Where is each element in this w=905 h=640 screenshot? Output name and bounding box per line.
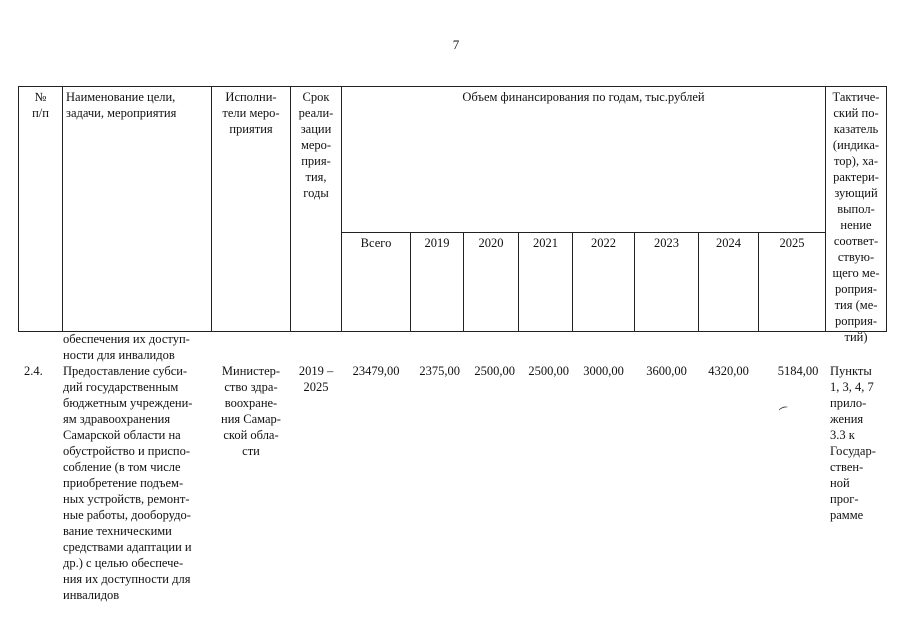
- header-name: Наименование цели, задачи, мероприятия: [66, 90, 177, 120]
- col-border-1: [62, 86, 63, 331]
- year-header-2021: 2021: [533, 236, 558, 250]
- row-value-2023: 3600,00: [646, 364, 687, 378]
- scan-mark: ⁀: [779, 406, 791, 421]
- row-term: 2019 – 2025: [298, 364, 334, 394]
- row-value-2019: 2375,00: [419, 364, 460, 378]
- page-number: 7: [452, 37, 460, 52]
- year-header-2025: 2025: [779, 236, 805, 250]
- year-header-2024: 2024: [716, 236, 741, 250]
- header-executors: Исполни- тели меро- приятия: [222, 90, 280, 136]
- col-border-13: [886, 86, 887, 331]
- header-indicator: Тактиче- ский по- казатель (индика- тор), ха- рактери- зующий выпол- нение соответ- ствую- щего ме- роприя- тия (ме- роприя- тий): [832, 90, 880, 344]
- header-num: № п/п: [32, 90, 49, 120]
- col-border-4: [341, 86, 342, 331]
- col-border-0: [18, 86, 19, 331]
- row-value-2024: 4320,00: [708, 364, 749, 378]
- row-executor: Министер- ство здра- воохране- ния Самар- ской обла- сти: [221, 364, 281, 458]
- row-value-2025: 5184,00: [777, 364, 819, 378]
- years-row-top-border: [341, 232, 825, 233]
- year-header-total: Всего: [360, 236, 392, 250]
- year-header-2019: 2019: [424, 236, 450, 250]
- row-value-2022: 3000,00: [583, 364, 624, 378]
- year-header-2022: 2022: [591, 236, 616, 250]
- year-header-2020: 2020: [478, 236, 504, 250]
- header-term: Срок реали- зации меро- прия- тия, годы: [298, 90, 334, 200]
- row-number: 2.4.: [24, 364, 43, 378]
- year-header-2023: 2023: [654, 236, 679, 250]
- row-value-2021: 2500,00: [528, 364, 569, 378]
- row-value-2020: 2500,00: [474, 364, 515, 378]
- header-funding: Объем финансирования по годам, тыс.рублей: [462, 90, 705, 104]
- row-value-total: 23479,00: [352, 364, 400, 378]
- row-name: Предоставление субси- дий государственным бюджетным учреждени- ям здравоохранения Самарской области на обустройство и приспо- собление (в том числе приобретение подъем- ных устройств, ремонт- ные работы, дооборудо- вание техническими средствами адаптации и др.) с целью обеспече- ния их доступности для инвалидов: [63, 364, 193, 602]
- continuation-text: обеспечения их доступ- ности для инвалидов: [63, 332, 190, 362]
- table-top-border: [18, 86, 887, 87]
- row-indicator: Пункты 1, 3, 4, 7 прило- жения 3.3 к Государ- ствен- ной прог- рамме: [830, 364, 876, 522]
